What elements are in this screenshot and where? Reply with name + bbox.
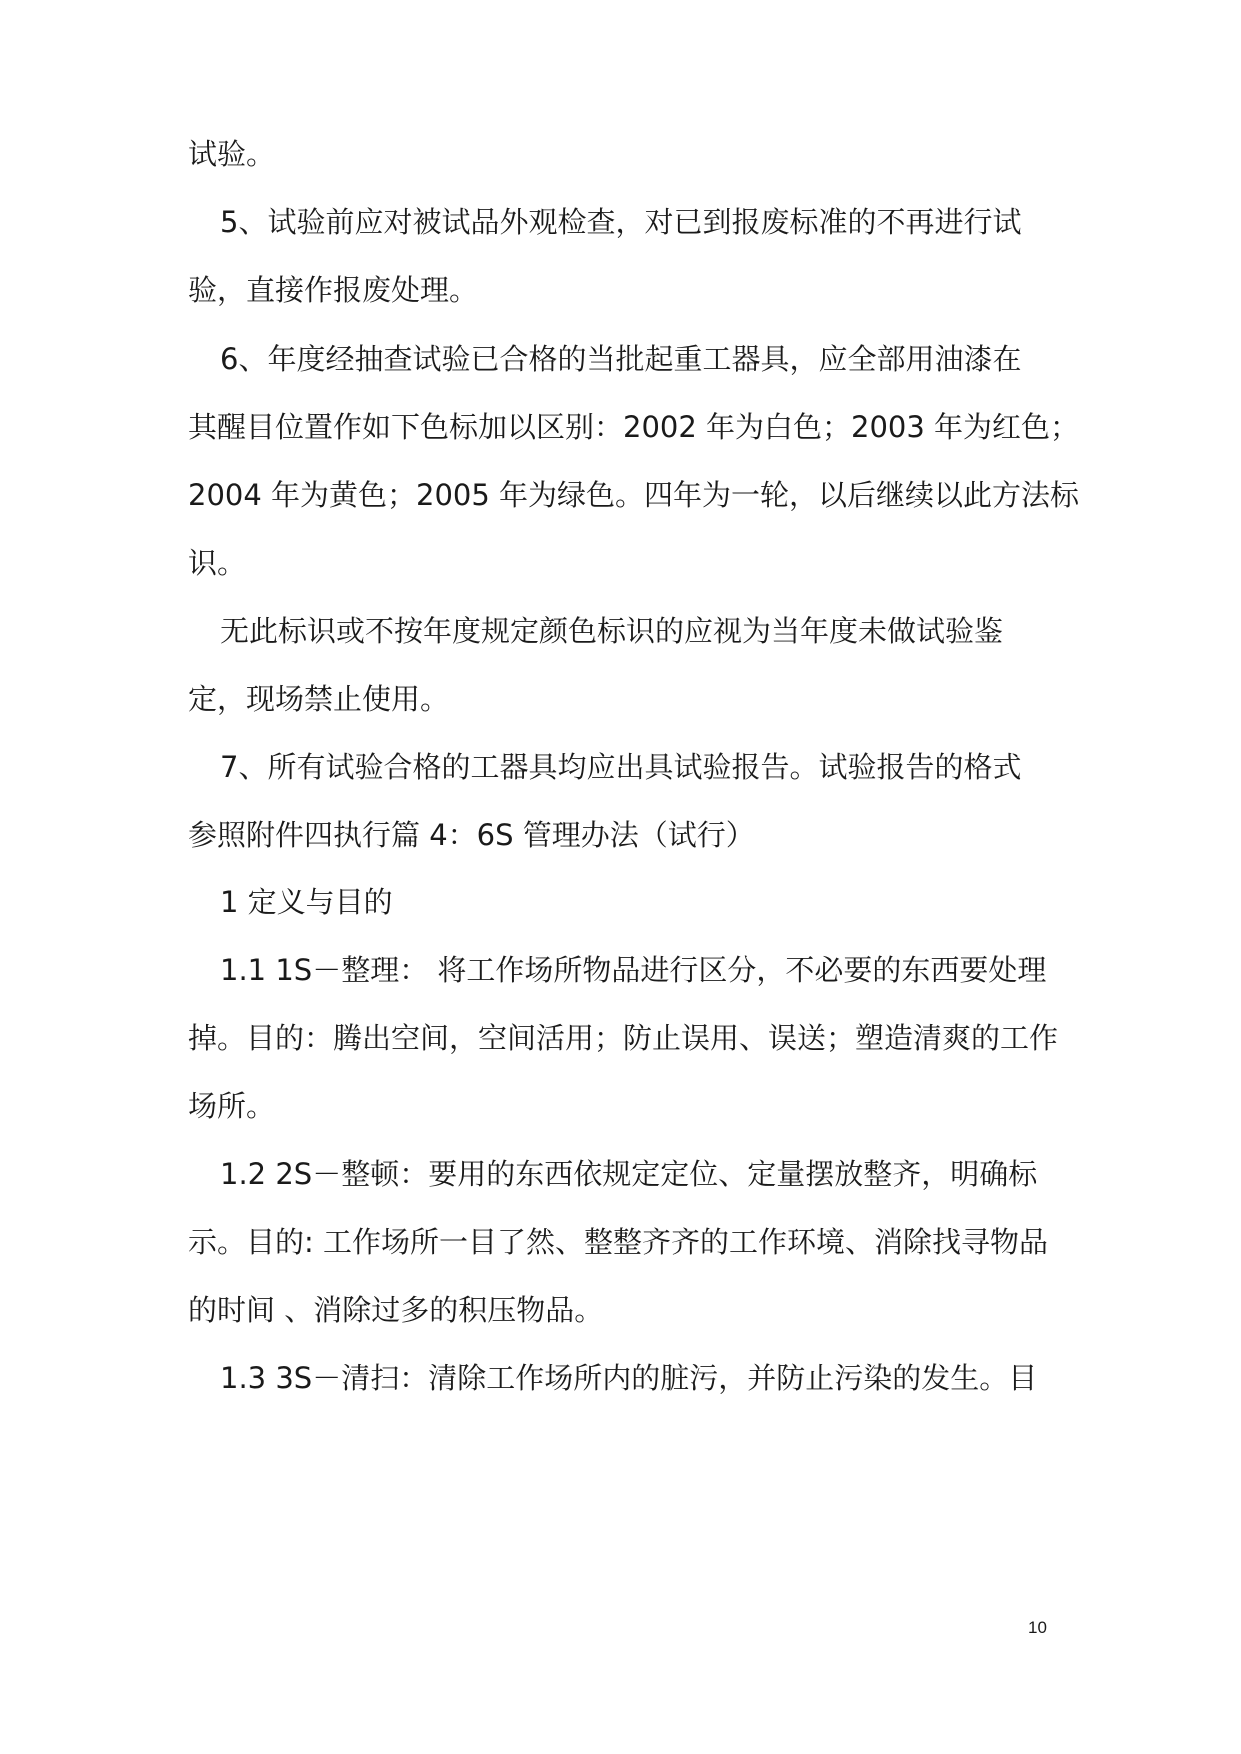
text-line: 7、所有试验合格的工器具均应出具试验报告。试验报告的格式 — [220, 750, 1022, 784]
text-line: 的时间 、消除过多的积压物品。 — [188, 1293, 604, 1327]
text-line: 验，直接作报废处理。 — [188, 273, 479, 307]
text-line: 参照附件四执行篇 4：6S 管理办法（试行） — [188, 818, 755, 852]
text-line: 识。 — [188, 546, 247, 580]
text-line: 1.1 1S－整理： 将工作场所物品进行区分，不必要的东西要处理 — [220, 953, 1047, 987]
text-line: 定，现场禁止使用。 — [188, 682, 450, 716]
text-line: 示。目的: 工作场所一目了然、整整齐齐的工作环境、消除找寻物品 — [188, 1225, 1048, 1259]
text-line: 其醒目位置作如下色标加以区别：2002 年为白色；2003 年为红色； — [188, 410, 1080, 444]
text-line: 1.2 2S－整顿：要用的东西依规定定位、定量摆放整齐，明确标 — [220, 1157, 1038, 1191]
text-line: 掉。目的：腾出空间，空间活用；防止误用、误送；塑造清爽的工作 — [188, 1021, 1059, 1055]
page-number: 10 — [1028, 1618, 1047, 1637]
text-line: 无此标识或不按年度规定颜色标识的应视为当年度未做试验鉴 — [220, 614, 1004, 648]
text-line: 2004 年为黄色；2005 年为绿色。四年为一轮，以后继续以此方法标 — [188, 478, 1080, 512]
text-line: 试验。 — [188, 137, 276, 171]
section-heading: 1 定义与目的 — [220, 885, 393, 919]
text-line: 场所。 — [188, 1089, 276, 1123]
text-line: 1.3 3S－清扫：清除工作场所内的脏污，并防止污染的发生。目 — [220, 1361, 1038, 1395]
text-line: 5、试验前应对被试品外观检查，对已到报废标准的不再进行试 — [220, 205, 1022, 239]
text-line: 6、年度经抽查试验已合格的当批起重工器具，应全部用油漆在 — [220, 342, 1022, 376]
